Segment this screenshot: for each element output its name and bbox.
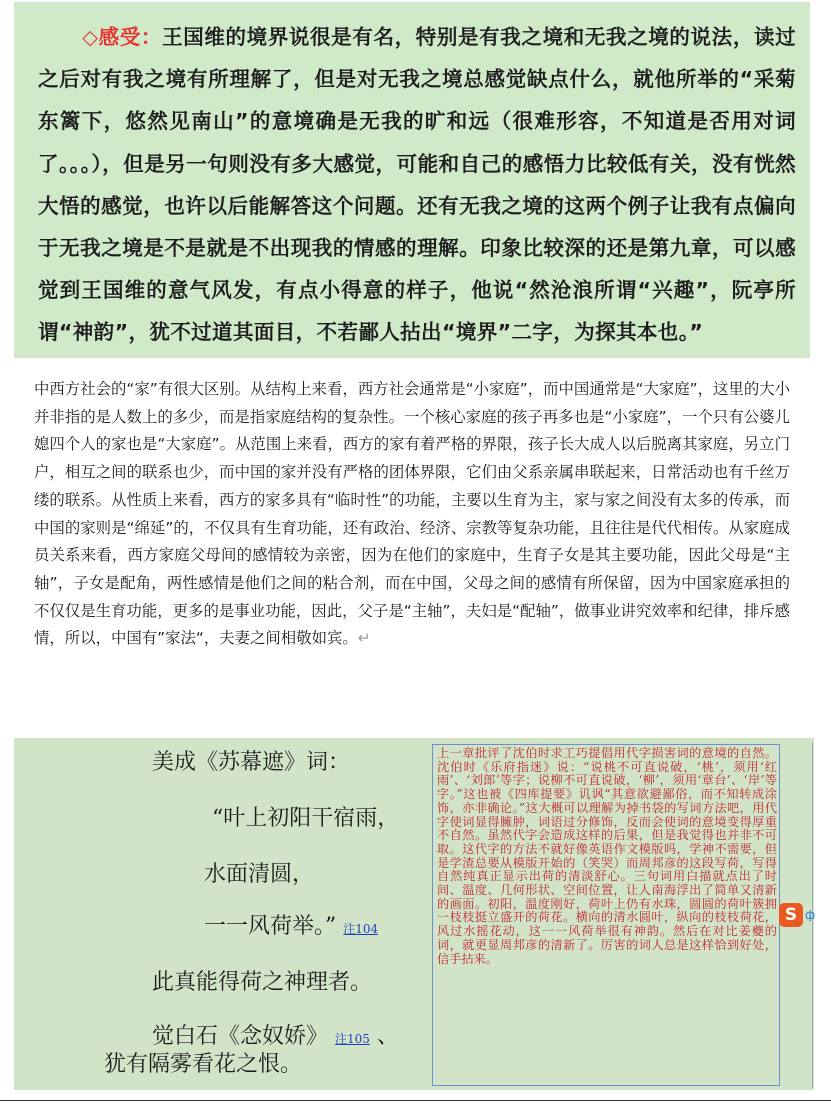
family-paragraph (34, 376, 790, 653)
reflection-text (38, 16, 796, 354)
footnote-105-link[interactable]: 注105 (335, 1032, 370, 1046)
poem-line-5: 此真能得荷之神理者。 (152, 970, 373, 995)
reflection-label: ◇感受： (82, 25, 163, 49)
poem-line-6-tail: 、 (376, 1024, 399, 1049)
sogou-logo-icon[interactable]: S (779, 903, 803, 927)
poem-line-4-text: 一一风荷举。” (204, 914, 337, 939)
reflection-body: 王国维的境界说很是有名，特别是有我之境和无我之境的说法，读过之后对有我之境有所理解了，但是对无我之境总感觉缺点什么，就他所举的“采菊东篱下，悠然见南山”的意境确是无我的旷和远（很难形容，不知道是否用对词了。。。），但是另一句则没有多大感觉，可能和自己的感悟力比较低有关，没有恍然大悟的感觉，也许以后能解答这个问题。还有无我之境的这两个例子让我有点偏向于无我之境是不是就是不出现我的情感的理解。印象比较深的还是第九章，可以感觉到王国维的意气风发，有点小得意的样子，他说“然沧浪所谓“兴趣”，阮亭所谓“神韵”，犹不过道其面目，不若鄙人拈出“境界”二字，为探其本也。” (38, 25, 796, 345)
paragraph-return-icon: ↵ (357, 629, 371, 648)
poem-line-6-text: 觉白石《念奴娇》 (152, 1024, 329, 1049)
poem-line-3: 水面清圆， (204, 862, 315, 887)
reflection-note (14, 2, 810, 358)
commentary-box (432, 744, 780, 1086)
footnote-104-link[interactable]: 注104 (343, 922, 379, 936)
bottom-rule (0, 1100, 831, 1101)
poem-line-4 (204, 909, 378, 940)
family-paragraph-text: 中西方社会的“家”有很大区别。从结构上来看，西方社会通常是“小家庭”，而中国通常是“大家庭”，这里的大小并非指的是人数上的多少，而是指家庭结构的复杂性。一个核心家庭的孩子再多也是“小家庭”，一个只有公婆儿媳四个人的家也是“大家庭”。从范围上来看，西方的家有着严格的界限，孩子长大成人以后脱离其家庭，另立门户，相互之间的联系也少，而中国的家并没有严格的团体界限，它们由父系亲属串联起来，日常活动也有千丝万缕的联系。从性质上来看，西方的家多具有“临时性”的功能，主要以生育为主，家与家之间没有太多的传承，而中国的家则是“绵延”的，不仅具有生育功能，还有政治、经济、宗教等复杂功能，且往往是代代相传。从家庭成员关系来看，西方家庭父母间的感情较为亲密，因为在他们的家庭中，生育子女是其主要功能，因此父母是“主轴”，子女是配角，两性感情是他们之间的粘合剂，而在中国，父母之间的感情有所保留，因为中国家庭承担的不仅仅是生育功能，更多的是事业功能，因此，父子是“主轴”，夫妇是“配轴”，做事业讲究效率和纪律，排斥感情，所以，中国有”家法“，夫妻之间相敬如宾。 (34, 380, 790, 648)
input-method-icon[interactable]: ф (805, 908, 816, 922)
poem-line-6 (152, 1019, 399, 1050)
poem-line-7: 犹有隔雾看花之恨。 (104, 1052, 303, 1077)
commentary-text: 上一章批评了沈伯时求工巧提倡用代字损害词的意境的自然。沈伯时《乐府指迷》说：“说桃不可直说破，‘桃’，须用‘红雨’、‘刘郎’等字；说柳不可直说破，‘柳’，须用‘章台’、‘岸’等字。”这也被《四库提要》讥讽“其意欲避鄙俗，而不知转成涂饰，亦非确论。”这大概可以理解为掉书袋的写词方法吧，用代字使词显得臃肿，词语过分修饰，反而会使词的意境变得厚重不自然。虽然代字会造成这样的后果，但是我觉得也并非不可取。这代字的方法不就好像英语作文模版吗，学神不需要，但是学渣总要从模版开始的（笑哭）而周邦彦的这段写荷，写得自然纯真正显示出荷的清淡舒心。三句词用白描就点出了时间、温度、几何形状、空间位置，让人南海浮出了简单又清新的画面。初阳，温度刚好，荷叶上仍有水珠，圆圆的荷叶簇拥一枝枝挺立盛开的荷花。横向的清水圆叶，纵向的枝枝荷花，风过水摇花动，这一一风荷举很有神韵。然后在对比姜夔的词，就更显周邦彦的清新了。厉害的词人总是这样恰到好处，信手拈来。 (437, 746, 777, 966)
poem-line-1: 美成《苏幕遮》词： (152, 750, 351, 775)
poem-line-2: “叶上初阳干宿雨， (212, 806, 400, 831)
